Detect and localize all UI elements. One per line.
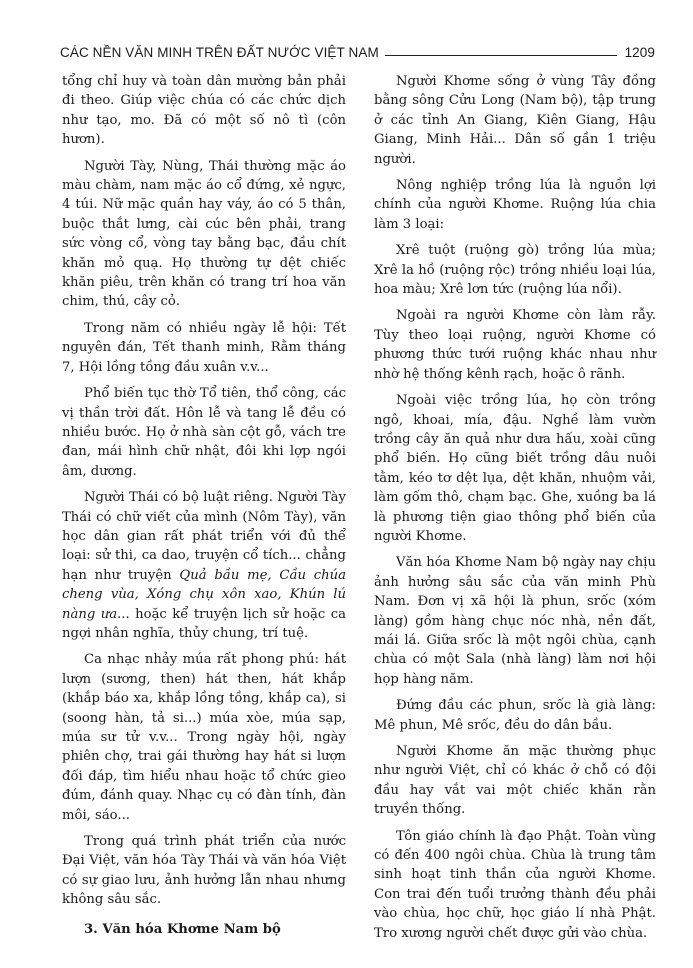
text-run: ... hoặc kể truyện lịch sử hoặc ca ngợi nhân nghĩa, thủy chung, trí tuệ. bbox=[62, 606, 346, 641]
page-number: 1209 bbox=[624, 45, 655, 60]
paragraph: Xrê tuột (ruộng gò) trồng lúa mùa; Xrê la hồ (ruộng rộc) trồng nhiều loại lúa, hoa màu; Xrê lơn tức (ruộng lúa nổi). bbox=[374, 243, 656, 298]
paragraph: Trong quá trình phát triển của nước Đại Việt, văn hóa Tày Thái và văn hóa Việt có sự giao lưu, ảnh hưởng lẫn nhau nhưng không sâu sắc. bbox=[62, 834, 346, 908]
section-heading: 3. Văn hóa Khơme Nam bộ bbox=[84, 921, 281, 937]
paragraph: Phổ biến tục thờ Tổ tiên, thổ công, các vị thần trời đất. Hôn lễ và tang lễ đều có nhiều bước. Họ ở nhà sàn cột gỗ, vách tre đan, mái hình chữ nhật, đôi khi lợp ngói âm, dương. bbox=[62, 386, 346, 479]
header-title: CÁC NỀN VĂN MINH TRÊN ĐẤT NƯỚC VIỆT NAM bbox=[60, 45, 379, 60]
running-header bbox=[60, 40, 655, 60]
paragraph: Ngoài ra người Khơme còn làm rẫy. Tùy theo loại ruộng, người Khơme có phương thức tưới ruộng khác nhau như nhờ hệ thống kênh rạch, hoặc ô rãnh. bbox=[374, 308, 656, 382]
paragraph: tổng chỉ huy và toàn dân mường bản phải đi theo. Giúp việc chúa có các chức dịch như tạo, mo. Đã có một số nô tì (côn hươn). bbox=[62, 74, 346, 148]
paragraph: Ca nhạc nhảy múa rất phong phú: hát lượn (sương, then) hát then, hát khắp (khắp báo xa, khắp lồng tồng, khắp ca), si (soong hàn, tả si...) múa xòe, múa sạp, múa sư tử v.v... Trong ngày hội, ngày phiên chợ, trai gái thường hay hát si lượn đối đáp, tìm hiểu nhau hoặc tổ chức gieo đúm, đánh quay. Nhạc cụ có đàn tính, đàn môi, sáo... bbox=[62, 652, 346, 823]
paragraph: Người Khơme sống ở vùng Tây đồng bằng sông Cửu Long (Nam bộ), tập trung ở các tỉnh An Giang, Kiên Giang, Hậu Giang, Minh Hải... Dân số gần 1 triệu người. bbox=[374, 74, 656, 167]
paragraph: Trong năm có nhiều ngày lễ hội: Tết nguyên đán, Tết thanh minh, Rằm tháng 7, Hội lồng tồng đầu xuân v.v... bbox=[62, 320, 346, 375]
left-column bbox=[62, 72, 346, 939]
paragraph: Đứng đầu các phun, srốc là già làng: Mê phun, Mê srốc, đều do dân bầu. bbox=[374, 698, 656, 733]
paragraph: Ngoài việc trồng lúa, họ còn trồng ngô, khoai, mía, đậu. Nghề làm vườn trồng cây ăn quả như dưa hấu, xoài cũng phổ biến. Họ cũng biết trồng dâu nuôi tằm, kéo tơ dệt lụa, dệt khăn, nhuộm vải, làm gốm thô, chạm bạc. Ghe, xuồng ba lá là phương tiện giao thông phổ biến của người Khơme. bbox=[374, 393, 656, 544]
header-rule bbox=[385, 55, 617, 56]
paragraph: Người Tày, Nùng, Thái thường mặc áo màu chàm, nam mặc áo cổ đứng, xẻ ngực, 4 túi. Nữ mặc quần hay váy, áo có 5 thân, buộc thắt lưng, cài cúc bên phải, trang sức vòng cổ, vòng tay bằng bạc, đầu chít khăn mỏ quạ. Họ thường tự dệt chiếc khăn piêu, trên khăn có trang trí hoa văn chim, thú, cây cỏ. bbox=[62, 158, 346, 310]
text-run: Người Thái có bộ luật riêng. Người Tày Thái có chữ viết của mình (Nôm Tày), văn học dân gian rất phát triển với đủ thể loại: sử thi, ca dao, truyện cổ tích... chẳng hạn như truyện bbox=[62, 490, 346, 583]
paragraph: Tôn giáo chính là đạo Phật. Toàn vùng có đến 400 ngôi chùa. Chùa là trung tâm sinh hoạt tinh thần của người Khơme. Con trai đến tuổi trưởng thành đều phải vào chùa, học chữ, học giáo lí nhà Phật. Tro xương người chết được gửi vào chùa. bbox=[374, 828, 656, 941]
paragraph bbox=[62, 488, 346, 643]
right-column bbox=[374, 72, 656, 950]
paragraph: Văn hóa Khơme Nam bộ ngày nay chịu ảnh hưởng sâu sắc của văn minh Phù Nam. Đơn vị xã hội là phun, srốc (xóm làng) gồm hàng chục nóc nhà, nền đất, mái lá. Giữa srốc là một ngôi chùa, cạnh chùa có một Sala (nhà làng) làm nơi hội họp hàng năm. bbox=[374, 555, 656, 687]
paragraph: Người Khơme ăn mặc thường phục như người Việt, chỉ có khác ở chỗ có đội đầu hay vắt vai một chiếc khăn rằn truyền thống. bbox=[374, 744, 656, 818]
paragraph: Nông nghiệp trồng lúa là nguồn lợi chính của người Khơme. Ruộng lúa chia làm 3 loại: bbox=[374, 178, 656, 232]
italic-titles: Quả bầu mẹ, Cầu chúa cheng vùa, Xóng chụ xôn xao, Khún lú nàng ưa bbox=[62, 567, 346, 622]
